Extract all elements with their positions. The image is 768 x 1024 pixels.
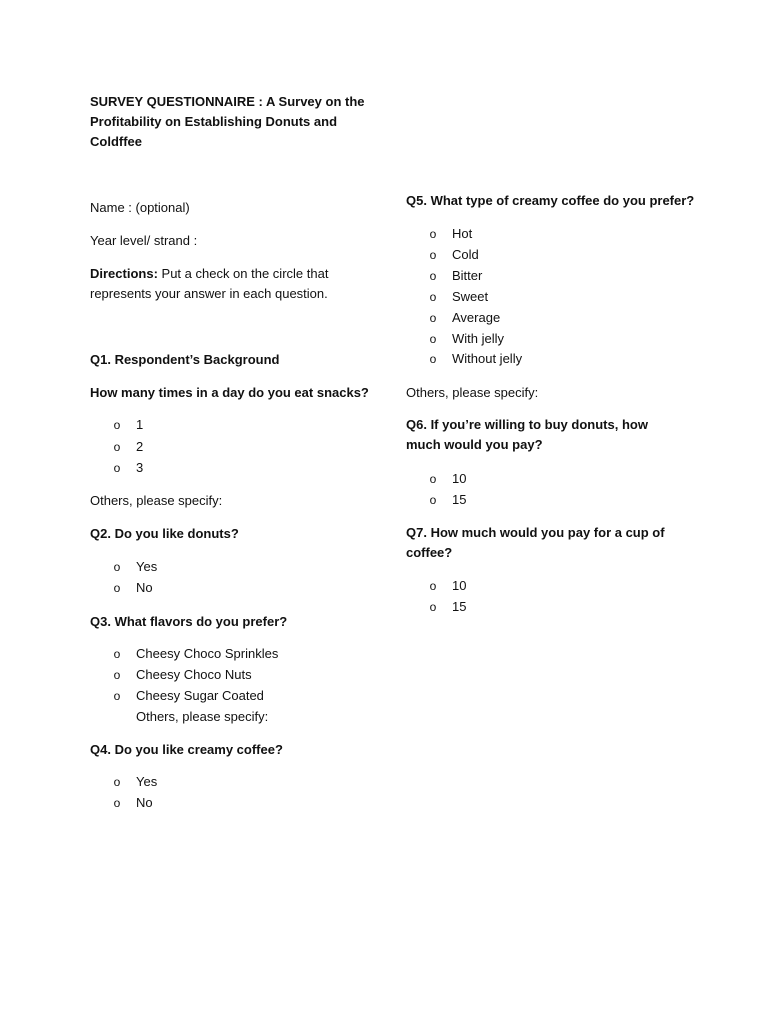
q3-option-1-label: Cheesy Choco Sprinkles [136, 646, 279, 661]
q1-option-1-label: 1 [136, 417, 144, 432]
survey-title: SURVEY QUESTIONNAIRE : A Survey on the Profitability on Establishing Donuts and Coldffee [90, 94, 365, 149]
q5-option-sweet-bullet[interactable]: o [429, 290, 437, 304]
q5-option-with-jelly-bullet[interactable]: o [429, 332, 437, 346]
q6-option-15-bullet[interactable]: o [429, 493, 437, 507]
q3-others-label: Others, please specify: [136, 709, 269, 724]
q1-option-2-label: 2 [136, 439, 144, 454]
directions [90, 264, 350, 304]
q1-question: How many times in a day do you eat snacks? [90, 385, 369, 400]
q4-option-yes-bullet[interactable]: o [113, 775, 121, 789]
q7-option-15-label: 15 [452, 599, 467, 614]
q4-option-no-bullet[interactable]: o [113, 796, 121, 810]
q5-option-average-bullet[interactable]: o [429, 311, 437, 325]
q5-option-bitter-bullet[interactable]: o [429, 269, 437, 283]
q2-option-yes-bullet[interactable]: o [113, 560, 121, 574]
year-level-field-label: Year level/ strand : [90, 233, 198, 248]
q4-question: Q4. Do you like creamy coffee? [90, 742, 283, 757]
q5-option-cold-label: Cold [452, 247, 479, 262]
q5-others-label: Others, please specify: [406, 385, 539, 400]
q7-option-10-label: 10 [452, 578, 467, 593]
q3-option-3-label: Cheesy Sugar Coated [136, 688, 264, 703]
q5-option-bitter-label: Bitter [452, 268, 483, 283]
q1-option-2-bullet[interactable]: o [113, 440, 121, 454]
q6-option-10-label: 10 [452, 471, 467, 486]
q6-option-15-label: 15 [452, 492, 467, 507]
q2-option-no-bullet[interactable]: o [113, 581, 121, 595]
q3-question: Q3. What flavors do you prefer? [90, 614, 288, 629]
q5-option-hot-label: Hot [452, 226, 473, 241]
q1-option-3-bullet[interactable]: o [113, 461, 121, 475]
q5-option-with-jelly-label: With jelly [452, 331, 505, 346]
q2-option-no-label: No [136, 580, 153, 595]
q2-option-yes-label: Yes [136, 559, 158, 574]
q1-heading: Q1. Respondent’s Background [90, 352, 280, 367]
q1-option-3-label: 3 [136, 460, 144, 475]
q5-option-average-label: Average [452, 310, 501, 325]
q7-question: Q7. How much would you pay for a cup of coffee? [406, 525, 665, 560]
q1-others-label: Others, please specify: [90, 493, 223, 508]
q3-option-3-bullet[interactable]: o [113, 689, 121, 703]
q3-option-2-label: Cheesy Choco Nuts [136, 667, 252, 682]
q3-option-1-bullet[interactable]: o [113, 647, 121, 661]
q1-option-1-bullet[interactable]: o [113, 418, 121, 432]
name-field-label: Name : (optional) [90, 200, 190, 215]
q5-option-without-jelly-bullet[interactable]: o [429, 352, 437, 366]
directions-label: Directions: [90, 266, 158, 281]
q5-option-sweet-label: Sweet [452, 289, 489, 304]
directions-text: Put a check on the circle that represents your answer in each question. [90, 266, 329, 301]
q3-option-2-bullet[interactable]: o [113, 668, 121, 682]
q2-question: Q2. Do you like donuts? [90, 526, 239, 541]
q6-question: Q6. If you’re willing to buy donuts, how much would you pay? [406, 417, 648, 452]
q7-option-10-bullet[interactable]: o [429, 579, 437, 593]
q6-option-10-bullet[interactable]: o [429, 472, 437, 486]
q5-question: Q5. What type of creamy coffee do you prefer? [406, 193, 695, 208]
q7-option-15-bullet[interactable]: o [429, 600, 437, 614]
q5-option-hot-bullet[interactable]: o [429, 227, 437, 241]
q4-option-no-label: No [136, 795, 153, 810]
q5-option-cold-bullet[interactable]: o [429, 248, 437, 262]
q4-option-yes-label: Yes [136, 774, 158, 789]
q5-option-without-jelly-label: Without jelly [452, 351, 523, 366]
